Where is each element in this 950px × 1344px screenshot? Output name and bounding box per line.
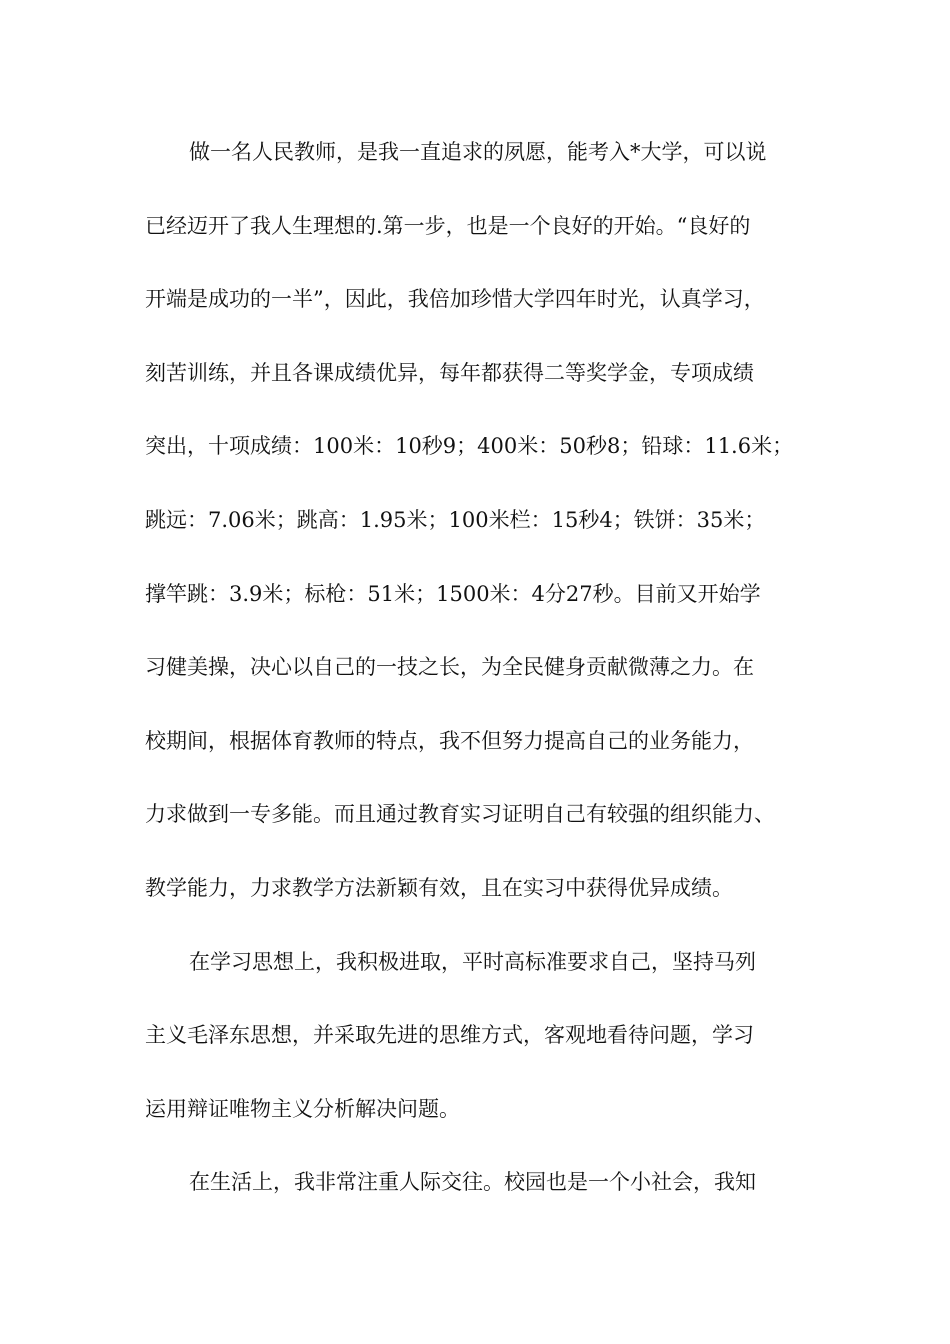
paragraph-1-line-2: 已经迈开了我人生理想的.第一步，也是一个良好的开始。“良好的: [145, 213, 751, 238]
paragraph-1-line-6: 跳远：7.06米；跳高：1.95米；100米栏：15秒4；铁饼：35米；: [145, 507, 766, 532]
paragraph-2-line-1: 在学习思想上，我积极进取，平时高标准要求自己，坚持马列: [189, 949, 756, 974]
paragraph-1-line-1: 做一名人民教师，是我一直追求的夙愿，能考入*大学，可以说: [189, 140, 767, 164]
paragraph-2-line-2: 主义毛泽东思想，并采取先进的思维方式，客观地看待问题，学习: [145, 1023, 754, 1048]
paragraph-1-line-5: 突出，十项成绩：100米：10秒9；400米：50秒8；铅球：11.6米；: [145, 434, 794, 459]
paragraph-1-line-11: 教学能力，力求教学方法新颖有效，且在实习中获得优异成绩。: [145, 875, 733, 900]
paragraph-2-line-3: 运用辩证唯物主义分析解决问题。: [145, 1096, 460, 1121]
paragraph-1-line-7: 撑竿跳：3.9米；标枪：51米；1500米：4分27秒。目前又开始学: [145, 581, 761, 606]
paragraph-3-line-1: 在生活上，我非常注重人际交往。校园也是一个小社会，我知: [189, 1170, 756, 1195]
paragraph-1-line-8: 习健美操，决心以自己的一技之长，为全民健身贡献微薄之力。在: [145, 655, 754, 680]
paragraph-1-line-4: 刻苦训练，并且各课成绩优异，每年都获得二等奖学金，专项成绩: [145, 360, 754, 385]
paragraph-1-line-10: 力求做到一专多能。而且通过教育实习证明自己有较强的组织能力、: [145, 802, 775, 827]
paragraph-1-line-3: 开端是成功的一半”，因此，我倍加珍惜大学四年时光，认真学习，: [145, 287, 765, 312]
paragraph-1-line-9: 校期间，根据体育教师的特点，我不但努力提高自己的业务能力，: [145, 728, 754, 753]
document-body: [145, 132, 845, 1236]
